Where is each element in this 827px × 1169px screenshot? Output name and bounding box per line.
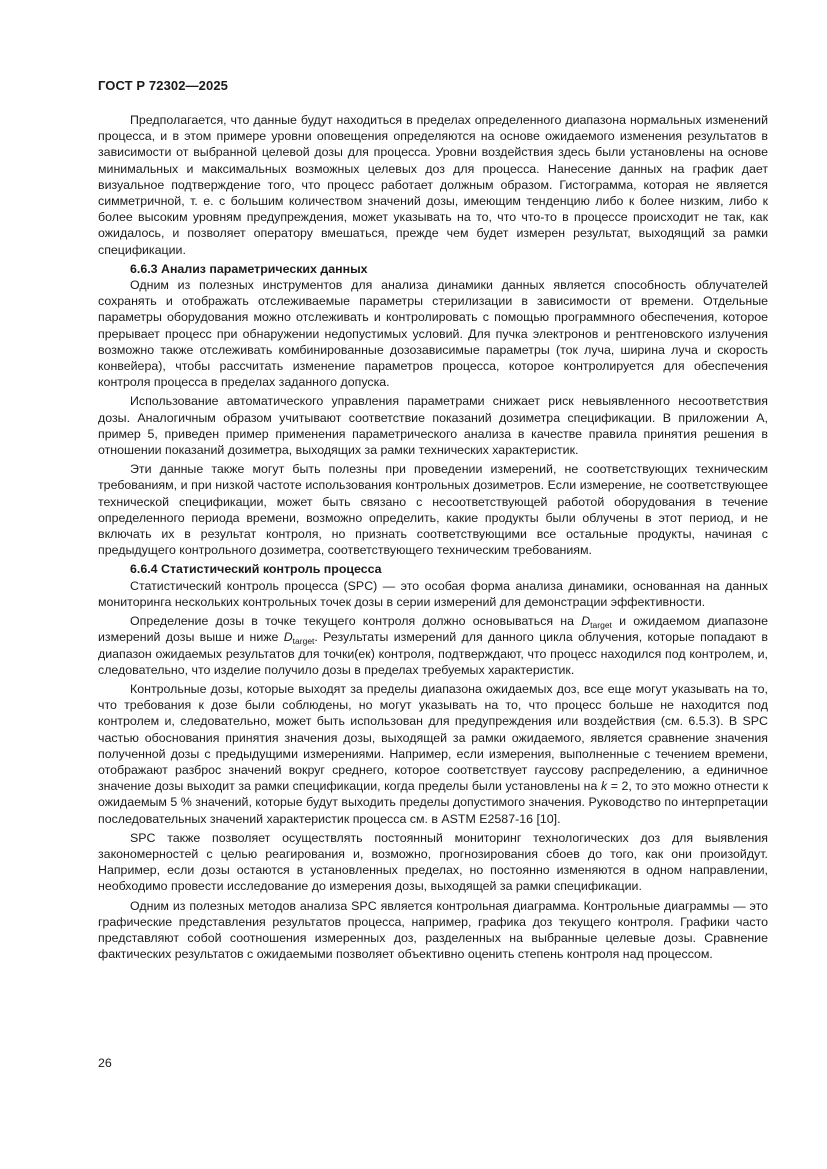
section-heading-6-6-3: 6.6.3 Анализ параметрических данных	[130, 261, 368, 276]
paragraph-6-6-4-4: SPC также позволяет осуществлять постоянный мониторинг технологических доз для выявления закономерностей с целью реагирования и, возможно, прогнозирования сбоев до того, как они произойдут. Например, если дозы остаются в установленных пределах, но постоянно изменяются в одном направлении, необходимо провести исследование до измерения дозы, выходящей за рамки спецификации.	[98, 830, 768, 894]
paragraph-6-6-4-3	[98, 681, 768, 827]
d-target-subscript: target	[292, 636, 315, 647]
k-symbol: k	[600, 779, 608, 794]
document-header: ГОСТ Р 72302—2025	[98, 78, 228, 93]
paragraph-6-6-3-3: Эти данные также могут быть полезны при проведении измерений, не соответствующих техническим требованиям, и при низкой частоте использования контрольных дозиметров. Если измерение, не соответствующее технической спецификации, может быть связано с несоответствующей работой оборудования в течение определенного периода времени, возможно определить, какие продукты были облучены в этот период, и не включать их в результат контроля, но признать соответствующими все остальные продукты, начиная с предыдущего контрольного дозиметра, соответствующего техническим требованиям.	[98, 462, 768, 558]
text-run: . Результаты измерений для данного цикла облучения, которые попадают в диапазон ожидаемых результатов для точки(ек) контроля, подтверждают, что процесс находился под контролем, и, следовательно, что изделие получило дозы в пределах требуемых характеристик.	[98, 630, 768, 677]
text-run: Контрольные дозы, которые выходят за пределы диапазона ожидаемых доз, все еще могут указывать на то, что требования к дозе были соблюдены, но могут указывать на то, что процесс больше не находится под контролем и, следовательно, может быть использован для предупреждения или воздействия (см. 6.5.3). В SPC частью обоснования принятия значения дозы, выходящей за рамки ожидаемого, является сравнение значения полученной дозы с предыдущими измерениями. Например, если измерения, выполненные с течением времени, отображают разброс значений вокруг среднего, которое соответствует гауссову распределению, а единичное значение дозы выходит за рамки спецификации, когда пределы были установлены на	[98, 681, 768, 794]
text-run: и ожидаемом диапазоне измерений дозы выше и ниже	[98, 614, 768, 645]
text-run: Определение дозы в точке текущего контроля должно основываться на	[130, 614, 582, 629]
paragraph-intro: Предполагается, что данные будут находиться в пределах определенного диапазона нормальных изменений процесса, и в этом примере уровни оповещения определяются на основе ожидаемого изменения результатов в зависимости от выбранной целевой дозы для процесса. Уровни воздействия здесь были установлены на основе минимальных и максимальных возможных целевых доз для процесса. Нанесение данных на график дает визуальное подтверждение того, что процесс работает должным образом. Гистограмма, которая не является симметричной, т. е. с большим количеством значений дозы, имеющим тенденцию либо к более низким, либо к более высоким уровням предупреждения, может указывать на то, что что-то в процессе происходит не так, как ожидалось, и позволяет оператору вмешаться, прежде чем будет измерен результат, выходящий за рамки спецификации.	[98, 113, 768, 257]
d-target-symbol: D	[283, 630, 293, 645]
paragraph-6-6-4-2	[98, 613, 768, 678]
d-target-symbol: D	[581, 614, 591, 629]
d-target-subscript: target	[590, 620, 612, 631]
paragraph-6-6-4-1: Статистический контроль процесса (SPC) — это особая форма анализа динамики, основанная на данных мониторинга нескольких контрольных точек дозы в серии измерений для демонстрации эффективности.	[98, 578, 768, 609]
paragraph-6-6-3-2: Использование автоматического управления параметрами снижает риск невыявленного несоответствия дозы. Аналогичным образом учитывают соответствие показаний дозиметра спецификации. В приложении А, пример 5, приведен пример применения параметрического анализа в качестве правила принятия решения в отношении показаний дозиметра, выходящих за рамки технических характеристик.	[98, 394, 768, 458]
text-run: = 2, то это можно отнести к ожидаемым 5 % значений, которые будут выходить пределы допустимого значения. Руководство по интерпретации последовательных значений характеристик процесса см. в ASTM E2587-16 [10].	[98, 779, 768, 826]
paragraph-6-6-4-5: Одним из полезных методов анализа SPC является контрольная диаграмма. Контрольные диаграммы — это графические представления результатов процесса, например, графика доз текущего контроля. Графики часто представляют собой соотношения измеренных доз, разделенных на выбранные целевые дозы. Сравнение фактических результатов с ожидаемыми позволяет объективно оценить степень контроля над процессом.	[98, 898, 768, 962]
section-heading-6-6-4: 6.6.4 Статистический контроль процесса	[130, 562, 382, 577]
paragraph-6-6-3-1: Одним из полезных инструментов для анализа динамики данных является способность облучателей сохранять и отображать отслеживаемые параметры стерилизации в зависимости от времени. Отдельные параметры оборудования можно отслеживать и контролировать с помощью программного обеспечения, которое прерывает процесс при обнаружении недопустимых условий. Для пучка электронов и рентгеновского излучения возможно также отслеживать комбинированные дозозависимые параметры (ток луча, ширина луча и скорость конвейера), чтобы рассчитать изменение параметров процесса, которое контролируется для обеспечения контроля процесса в пределах заданного допуска.	[98, 278, 768, 390]
page-content	[98, 112, 768, 965]
page-number: 26	[98, 1056, 112, 1070]
